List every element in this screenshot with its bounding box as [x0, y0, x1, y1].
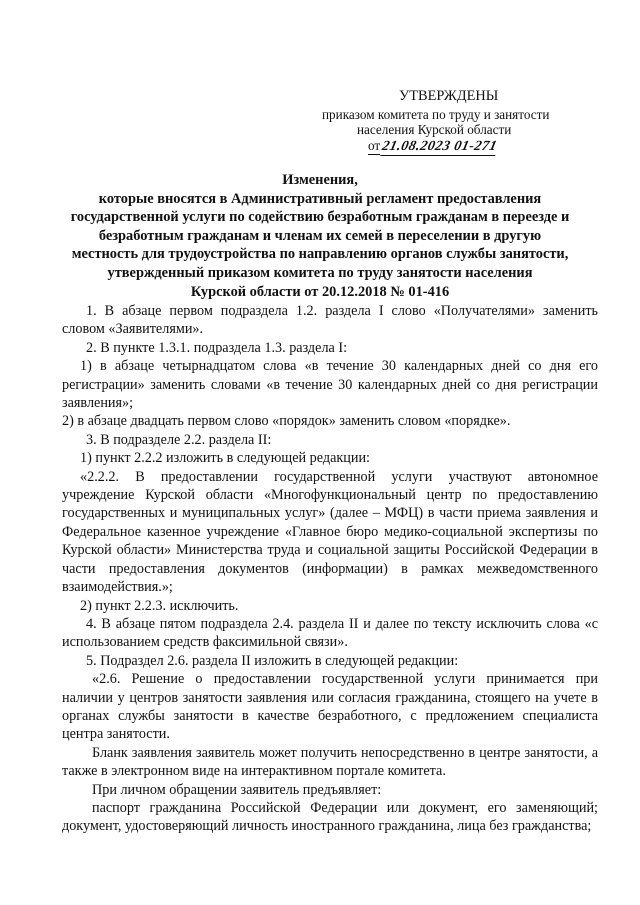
paragraph-2-item-1: 1) в абзаце четырнадцатом слова «в течение 30 календарных дней со дня его регистрации» заменить словами «в течение 30 календарных дней со дня регистрации заявления»;: [62, 358, 598, 412]
heading-line-7: Курской области от 20.12.2018 № 01-416: [190, 283, 450, 300]
heading-line-4: безработным гражданам и членам их семей в переселении в другую: [98, 227, 542, 244]
heading-line-6: утвержденный приказом комитета по труду занятости населения: [107, 264, 533, 281]
heading-line-3: государственной услуги по содействию безработным гражданам в переезде и: [70, 209, 570, 226]
paragraph-5-passport: паспорт гражданина Российской Федерации или документ, его заменяющий; документ, удостоверяющий личность иностранного гражданина, лица без гражданства;: [62, 799, 598, 835]
approval-date-prefix: от: [368, 138, 381, 153]
paragraph-2: 2. В пункте 1.3.1. подраздела 1.3. раздела I:: [86, 339, 348, 356]
paragraph-3: 3. В подразделе 2.2. раздела II:: [86, 431, 272, 448]
approval-title: УТВЕРЖДЕНЫ: [399, 88, 499, 104]
paragraph-3-quote: «2.2.2. В предоставлении государственной услуги участвуют автономное учреждение Курской области «Многофункциональный центр по предоставлению государственных и муниципальных услуг» (далее – МФЦ) в части приема заявления и Федеральное казенное учреждение «Главное бюро медико-социальной экспертизы по Курской области» Министерства труда и социальной защиты Российской Федерации в части предоставления документов (информации) в рамках межведомственного взаимодействия.»;: [62, 468, 598, 596]
paragraph-5-form: Бланк заявления заявитель может получить непосредственно в центре занятости, а также в электронном виде на интерактивном портале комитета.: [62, 744, 598, 780]
paragraph-3-item-2: 2) пункт 2.2.3. исключить.: [80, 597, 239, 614]
approval-region-line: населения Курской области: [357, 122, 512, 137]
document-body: [62, 302, 598, 836]
document-heading: [50, 171, 590, 301]
heading-line-5: местность для трудоустройства по направлению органов службы занятости,: [71, 246, 569, 263]
handwritten-date-number: 21.08.2023 01-271: [380, 139, 499, 154]
paragraph-5-personal: При личном обращении заявитель предъявляет:: [92, 781, 382, 798]
paragraph-5: 5. Подраздел 2.6. раздела II изложить в следующей редакции:: [86, 652, 459, 669]
paragraph-5-quote: «2.6. Решение о предоставлении государственной услуги принимается при наличии у центров занятости заявления или согласия гражданина, стоящего на учете в органах службы занятости в качестве безработного, с предложением специалиста центра занятости.: [62, 671, 598, 743]
paragraph-3-item-1: 1) пункт 2.2.2 изложить в следующей редакции:: [80, 450, 370, 467]
paragraph-1: 1. В абзаце первом подраздела 1.2. раздела I слово «Получателями» заменить словом «Заявителями».: [62, 303, 598, 338]
approval-order-line: приказом комитета по труду и занятости: [322, 107, 550, 122]
paragraph-4: 4. В абзаце пятом подраздела 2.4. раздела II и далее по тексту исключить слова «с использованием средств факсимильной связи».: [62, 615, 598, 651]
approval-date-line: [368, 138, 497, 156]
approval-block: [0, 0, 640, 170]
paragraph-2-item-2: 2) в абзаце двадцать первом слово «порядок» заменить словом «порядке».: [62, 413, 511, 430]
heading-line-1: Изменения,: [282, 172, 358, 188]
heading-line-2: которые вносятся в Административный регламент предоставления: [98, 190, 542, 207]
